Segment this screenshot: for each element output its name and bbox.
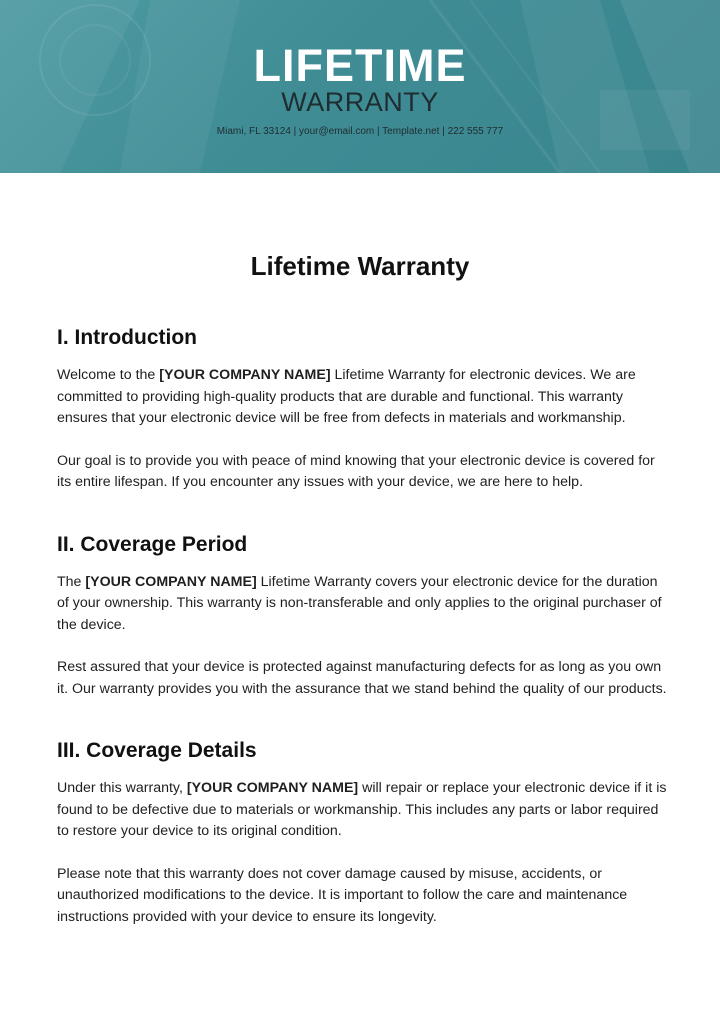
document-title: Lifetime Warranty [250, 251, 470, 281]
company-name-placeholder: [YOUR COMPANY NAME] [159, 367, 331, 383]
paragraph-text: The [57, 573, 86, 590]
paragraph-text: will repair or replace your electronic device if it is found to be defective due to materials or workmanship. This includes any parts or labor required to restore your device to its original condition. [57, 780, 667, 839]
paragraph-text: Lifetime Warranty for electronic devices. We are committed to providing high-quality products that are durable and functional. This warranty ensures that your electronic device will be free from defects in materials and workmanship. [57, 367, 636, 426]
paragraph: Rest assured that your device is protected against manufacturing defects for as long as you own it. Our warranty provides you with the assurance that we stand behind the quality of our products. [57, 659, 667, 697]
section-heading-coverage-period: II. Coverage Period [57, 532, 248, 556]
paragraph [57, 778, 667, 843]
company-name-placeholder: [YOUR COMPANY NAME] [85, 573, 257, 590]
paragraph [57, 572, 667, 637]
paragraph: Our goal is to provide you with peace of mind knowing that your electronic device is covered for its entire lifespan. If you encounter any issues with your device, we are here to help. [57, 452, 655, 490]
company-name-placeholder: [YOUR COMPANY NAME] [186, 780, 359, 796]
paragraph: Please note that this warranty does not cover damage caused by misuse, accidents, or unauthorized modifications to the device. It is important to follow the care and maintenance instructions provided with your device to ensure its longevity. [57, 865, 628, 925]
section-heading-coverage-details: III. Coverage Details [57, 739, 257, 762]
section-heading-introduction: I. Introduction [57, 326, 197, 349]
banner-subtitle: WARRANTY [281, 87, 439, 117]
banner-contact-line: Miami, FL 33124 | your@email.com | Template.net | 222 555 777 [216, 126, 504, 137]
paragraph [57, 365, 667, 430]
paragraph-text: Lifetime Warranty covers your electronic device for the duration of your ownership. This warranty is non-transferable and only applies to the original purchaser of the device. [57, 573, 662, 633]
paragraph-text: Under this warranty, [57, 780, 187, 796]
header-banner [0, 0, 720, 173]
document-body [57, 173, 667, 928]
banner-title: LIFETIME [253, 40, 467, 91]
paragraph-text: Welcome to the [57, 367, 160, 383]
